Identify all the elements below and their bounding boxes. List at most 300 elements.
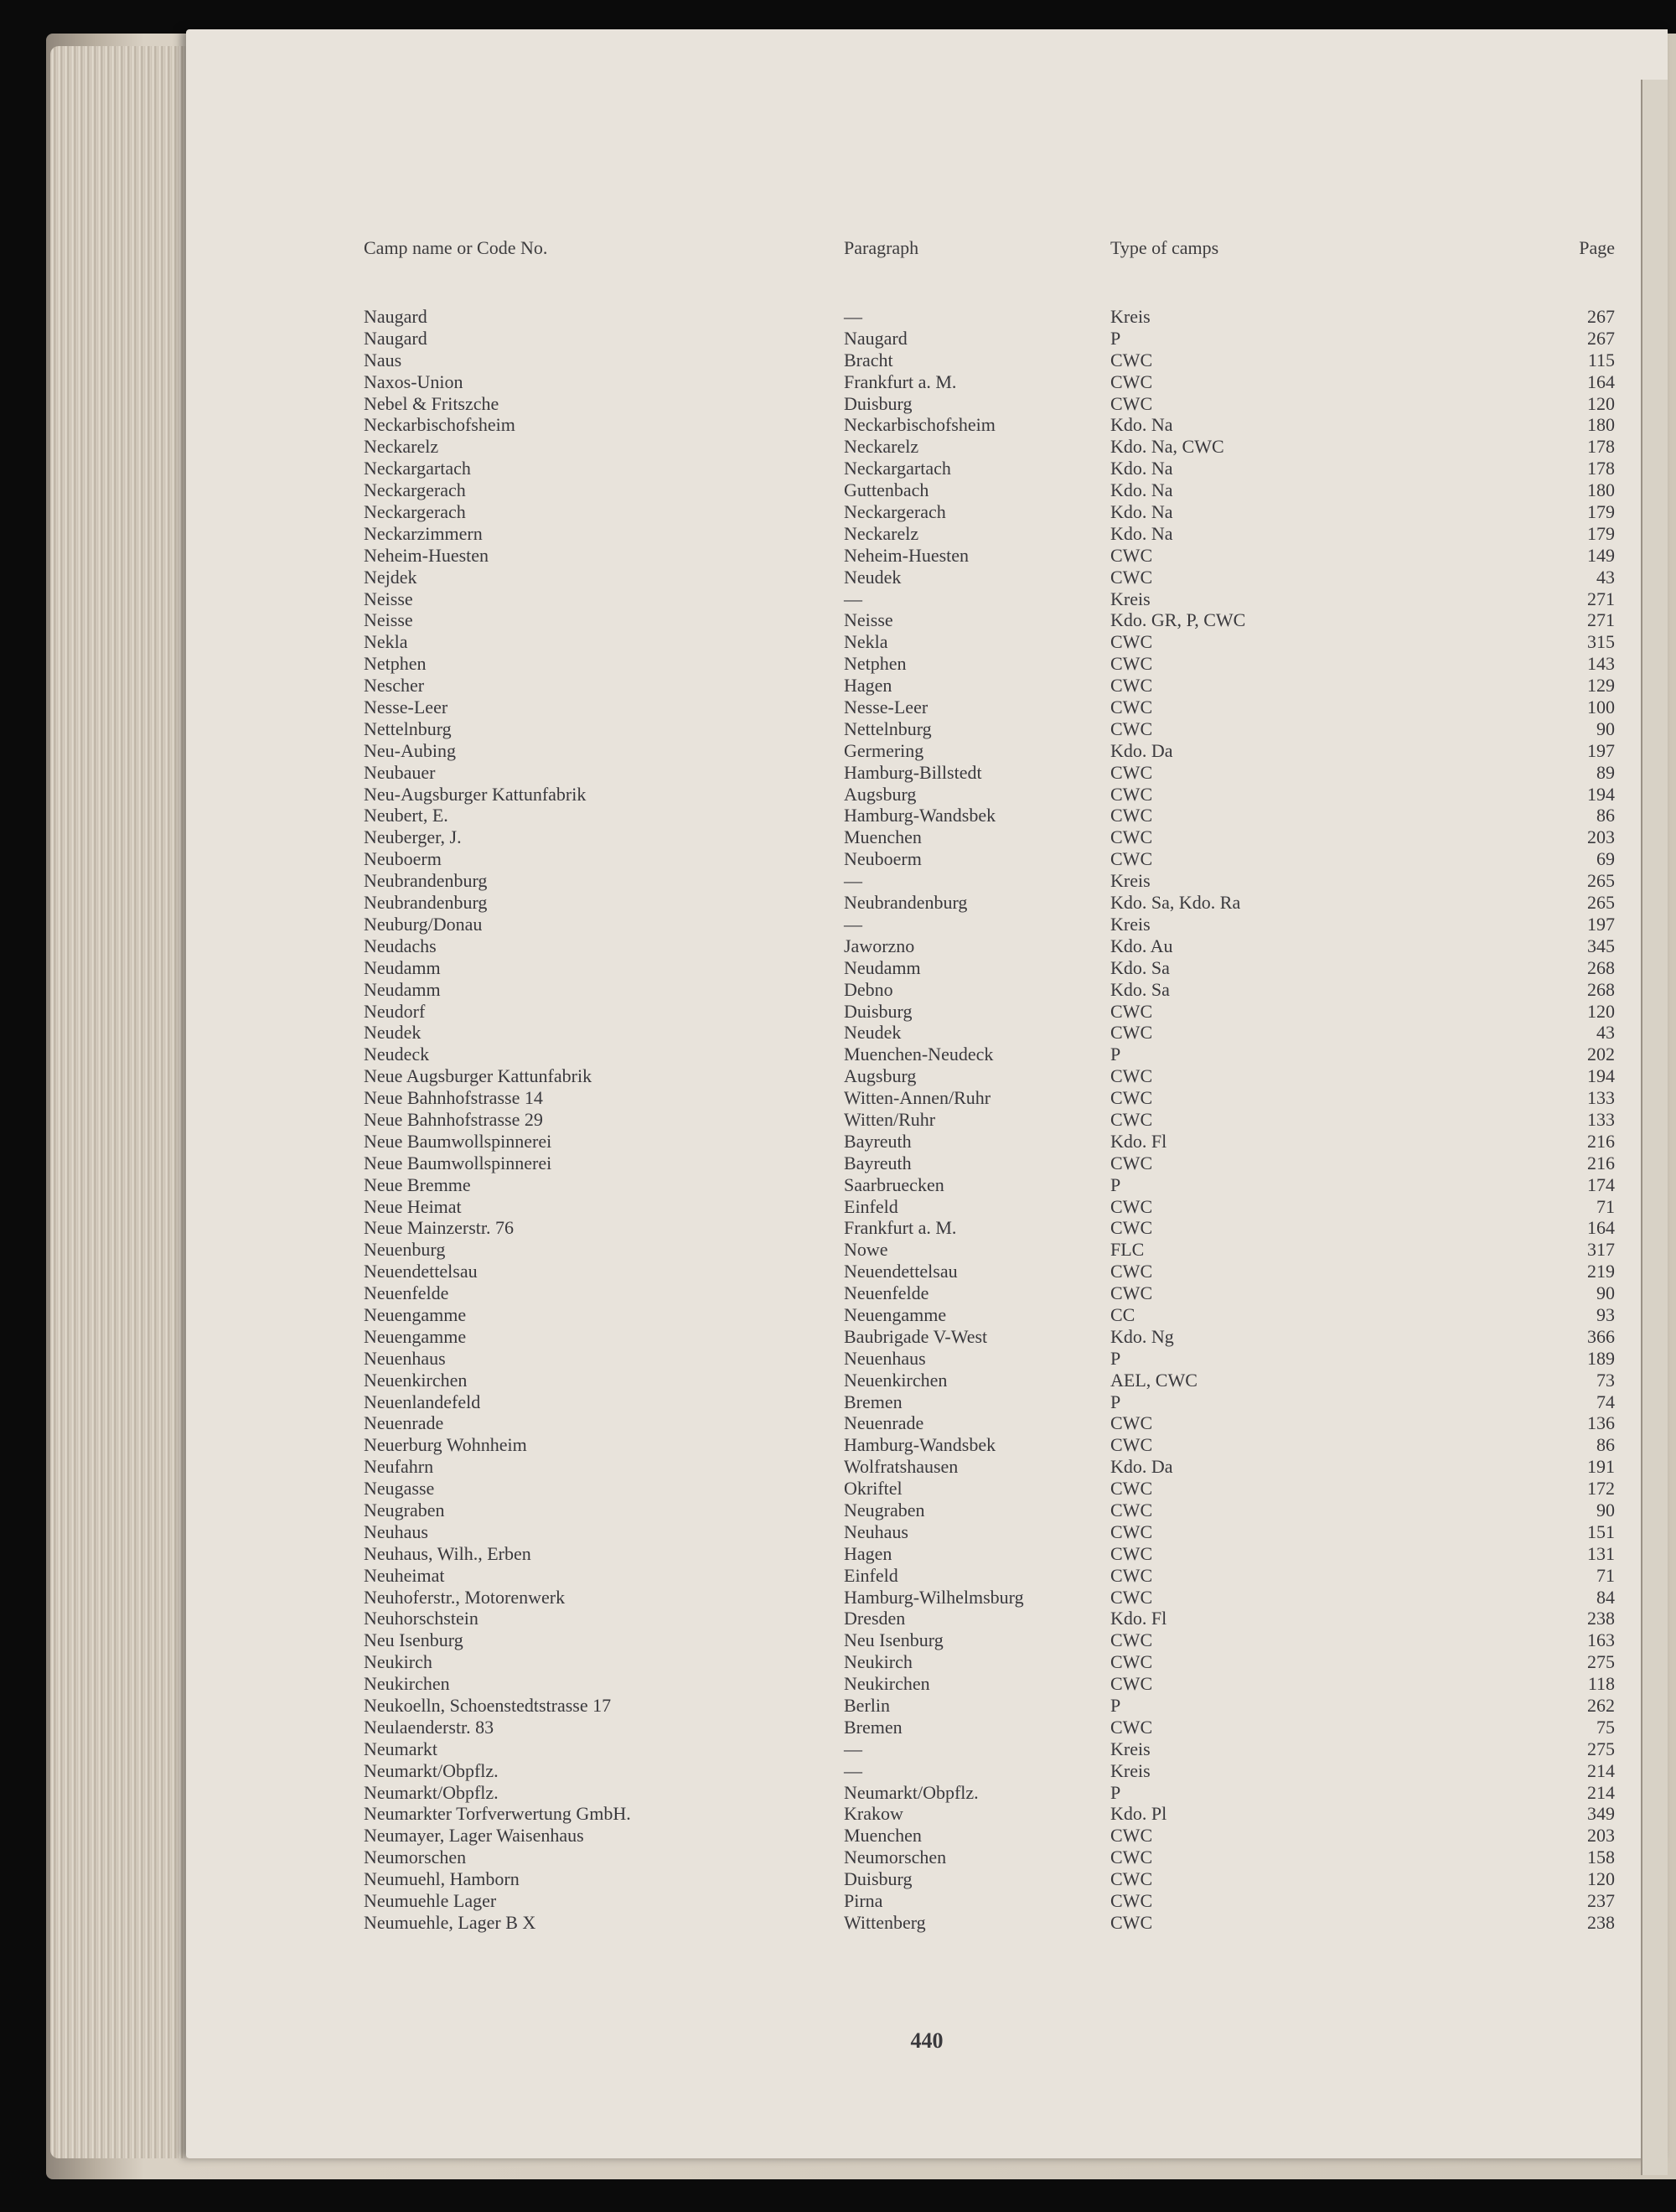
paragraph: Dresden [844,1608,906,1629]
camp-type: Kdo. Ng [1110,1325,1174,1347]
camp-type: Kreis [1110,1738,1151,1759]
page-ref: 366 [1587,1325,1615,1347]
page-ref: 143 [1587,653,1615,675]
index-row [186,1326,1668,1348]
page-ref: 265 [1587,892,1615,914]
camp-name: Naugard [364,306,427,327]
paragraph: Neckargartach [844,458,951,479]
index-row [186,1153,1668,1174]
index-row [186,784,1668,806]
page-ref: 237 [1587,1890,1615,1912]
paragraph: Neckargerach [844,501,946,523]
paragraph: Nesse-Leer [844,697,929,718]
camp-name: Neudamm [364,956,441,978]
camp-type: FLC [1110,1239,1145,1261]
page-ref: 164 [1587,1217,1615,1239]
camp-name: Neue Bremme [364,1173,471,1195]
index-row [186,1282,1668,1304]
paragraph: — [844,870,862,892]
index-row [186,631,1668,653]
page-ref: 43 [1596,566,1615,588]
paragraph: Hamburg-Wilhelmsburg [844,1586,1024,1608]
index-row [186,1065,1668,1087]
camp-type: CWC [1110,1412,1153,1434]
index-row [186,1196,1668,1218]
camp-name: Neumorschen [364,1847,467,1868]
paragraph: Neumarkt/Obpflz. [844,1781,979,1803]
camp-type: CWC [1110,1586,1153,1608]
index-row [186,1565,1668,1587]
page-ref: 71 [1596,1564,1615,1586]
camp-type: Kdo. Sa, Kdo. Ra [1110,892,1241,914]
page-ref: 164 [1587,370,1615,392]
page-ref: 197 [1587,739,1615,761]
page-ref: 265 [1587,870,1615,892]
page-ref: 216 [1587,1130,1615,1152]
camp-name: Neudachs [364,935,437,956]
camp-type: CWC [1110,848,1153,870]
paragraph: — [844,913,862,935]
paragraph: Jaworzno [844,935,915,956]
camp-name: Neubrandenburg [364,870,488,892]
camp-name: Nejdek [364,566,417,588]
page-ref: 136 [1587,1412,1615,1434]
paragraph: — [844,306,862,327]
page-ref: 203 [1587,826,1615,848]
camp-type: Kdo. Na [1110,501,1173,523]
camp-name: Neuendettelsau [364,1261,478,1282]
page-ref: 317 [1587,1239,1615,1261]
index-row [186,523,1668,545]
index-row [186,609,1668,631]
camp-type: Kreis [1110,870,1151,892]
page-ref: 216 [1587,1152,1615,1173]
index-row [186,1174,1668,1196]
page-ref: 179 [1587,522,1615,544]
camp-type: P [1110,1173,1121,1195]
index-row [186,718,1668,740]
camp-type: CWC [1110,370,1153,392]
header-camp-name: Camp name or Code No. [364,237,548,258]
paragraph: Saarbruecken [844,1173,944,1195]
camp-name: Neckargerach [364,479,466,501]
paragraph: Naugard [844,327,908,349]
paragraph: Hagen [844,1542,892,1564]
page-ref: 262 [1587,1695,1615,1716]
paragraph: Pirna [844,1890,883,1912]
camp-name: Neumarkter Torfverwertung GmbH. [364,1803,631,1825]
camp-type: CWC [1110,1000,1153,1022]
index-row [186,1217,1668,1239]
camp-name: Neufahrn [364,1456,434,1478]
page-ref: 74 [1596,1391,1615,1412]
page-ref: 267 [1587,327,1615,349]
page-ref: 43 [1596,1022,1615,1044]
index-row [186,1239,1668,1261]
camp-type: CWC [1110,1542,1153,1564]
camp-name: Neuberger, J. [364,826,462,848]
camp-name: Neue Heimat [364,1195,462,1217]
paragraph: Nowe [844,1239,888,1261]
index-row [186,1587,1668,1608]
paragraph: Neukirchen [844,1673,930,1695]
index-row [186,588,1668,610]
index-row [186,805,1668,826]
camp-name: Neumayer, Lager Waisenhaus [364,1825,584,1847]
page-ref: 178 [1587,436,1615,458]
paragraph: Neuhaus [844,1520,908,1542]
index-row [186,826,1668,848]
camp-name: Neue Baumwollspinnerei [364,1130,552,1152]
paragraph: Neuenkirchen [844,1369,948,1391]
index-row [186,1543,1668,1565]
camp-name: Nettelnburg [364,717,452,739]
camp-type: P [1110,327,1121,349]
paragraph: Neuengamme [844,1303,947,1325]
camp-name: Neumuehle Lager [364,1890,497,1912]
index-row [186,1868,1668,1890]
camp-name: Neudeck [364,1044,430,1065]
paragraph: Hamburg-Billstedt [844,761,982,783]
paragraph: Neheim-Huesten [844,544,970,566]
camp-name: Neukirchen [364,1673,450,1695]
page-ref: 238 [1587,1608,1615,1629]
camp-type: CWC [1110,1520,1153,1542]
index-row [186,1304,1668,1326]
page-ref: 133 [1587,1087,1615,1109]
camp-type: Kdo. Na [1110,414,1173,436]
camp-type: CWC [1110,1195,1153,1217]
page-ref: 219 [1587,1261,1615,1282]
camp-type: Kdo. GR, P, CWC [1110,609,1246,631]
index-row [186,979,1668,1001]
camp-name: Neukirch [364,1651,432,1673]
paragraph: Frankfurt a. M. [844,370,957,392]
paragraph: Augsburg [844,1065,917,1087]
page-ref: 179 [1587,501,1615,523]
camp-type: CWC [1110,1434,1153,1456]
paragraph: Neuenhaus [844,1347,926,1369]
camp-name: Neisse [364,609,413,631]
page-ref: 120 [1587,392,1615,414]
camp-name: Neue Baumwollspinnerei [364,1152,552,1173]
paragraph: Hamburg-Wandsbek [844,1434,996,1456]
paragraph: Netphen [844,653,907,675]
paragraph: Bremen [844,1716,903,1738]
paragraph: Neuenrade [844,1412,924,1434]
camp-name: Nebel & Fritszche [364,392,499,414]
paragraph: Einfeld [844,1195,898,1217]
camp-type: CWC [1110,631,1153,653]
paragraph: Berlin [844,1695,890,1716]
index-row [186,1673,1668,1695]
paragraph: Muenchen [844,1825,922,1847]
camp-type: CWC [1110,1890,1153,1912]
column-headers [186,237,1668,262]
camp-name: Neulaenderstr. 83 [364,1716,494,1738]
camp-name: Neumarkt [364,1738,437,1759]
camp-type: CWC [1110,697,1153,718]
paragraph: Krakow [844,1803,903,1825]
index-row [186,1478,1668,1500]
paragraph: Augsburg [844,783,917,805]
camp-name: Neuenrade [364,1412,444,1434]
index-row [186,1456,1668,1478]
camp-name: Neuhorschstein [364,1608,478,1629]
page-ref: 189 [1587,1347,1615,1369]
camp-type: CWC [1110,761,1153,783]
paragraph: Neukirch [844,1651,913,1673]
camp-type: CWC [1110,1716,1153,1738]
index-row [186,914,1668,935]
paragraph: Bayreuth [844,1152,912,1173]
page-ref: 180 [1587,414,1615,436]
camp-type: CWC [1110,566,1153,588]
index-row [186,1261,1668,1282]
index-row [186,545,1668,567]
paragraph: — [844,1759,862,1781]
camp-name: Neuhaus, Wilh., Erben [364,1542,531,1564]
camp-name: Neubauer [364,761,436,783]
page-ref: 75 [1596,1716,1615,1738]
page-ref: 90 [1596,717,1615,739]
index-row [186,1001,1668,1023]
camp-type: Kreis [1110,588,1151,609]
page-ref: 203 [1587,1825,1615,1847]
index-row [186,393,1668,415]
camp-name: Neuhaus [364,1520,428,1542]
paragraph: Muenchen [844,826,922,848]
camp-name: Neudamm [364,978,441,1000]
camp-type: CWC [1110,783,1153,805]
index-row [186,1044,1668,1065]
camp-name: Neugasse [364,1478,435,1500]
page-ref: 89 [1596,761,1615,783]
camp-type: Kdo. Na [1110,522,1173,544]
page-ref: 73 [1596,1369,1615,1391]
camp-name: Neumarkt/Obpflz. [364,1781,499,1803]
camp-type: Kdo. Na [1110,458,1173,479]
camp-type: P [1110,1391,1121,1412]
index-row [186,1738,1668,1760]
camp-type: CWC [1110,1629,1153,1651]
index-row [186,1412,1668,1434]
camp-type: Kdo. Fl [1110,1608,1167,1629]
camp-type: CWC [1110,826,1153,848]
camp-type: CWC [1110,1261,1153,1282]
camp-type: CWC [1110,1673,1153,1695]
camp-name: Nescher [364,675,425,697]
index-row [186,1500,1668,1521]
index-row [186,1131,1668,1153]
paragraph: Witten/Ruhr [844,1108,936,1130]
index-row [186,371,1668,393]
page-edges [50,46,193,2158]
page-ref: 120 [1587,1868,1615,1890]
index-row [186,848,1668,870]
camp-type: Kdo. Sa [1110,978,1170,1000]
index-row [186,328,1668,350]
camp-type: CWC [1110,1282,1153,1304]
index-row [186,675,1668,697]
camp-name: Neudorf [364,1000,426,1022]
paragraph: Nekla [844,631,888,653]
page-ref: 238 [1587,1911,1615,1933]
index-row [186,1695,1668,1717]
header-page: Page [1579,237,1615,258]
paragraph: Wolfratshausen [844,1456,959,1478]
page-ref: 194 [1587,783,1615,805]
camp-type: CWC [1110,1087,1153,1109]
page-number: 440 [910,2028,944,2053]
paragraph: Duisburg [844,392,913,414]
camp-type: CWC [1110,1152,1153,1173]
page-ref: 115 [1587,349,1615,370]
page-ref: 349 [1587,1803,1615,1825]
page-ref: 118 [1587,1673,1615,1695]
page-ref: 345 [1587,935,1615,956]
page-ref: 271 [1587,588,1615,609]
paragraph: Bayreuth [844,1130,912,1152]
camp-name: Neue Augsburger Kattunfabrik [364,1065,592,1087]
paragraph: — [844,1738,862,1759]
camp-type: CWC [1110,544,1153,566]
paragraph: Debno [844,978,893,1000]
paragraph: Frankfurt a. M. [844,1217,957,1239]
camp-name: Neckargerach [364,501,466,523]
page-ref: 149 [1587,544,1615,566]
paragraph: Neudek [844,566,902,588]
camp-name: Neckarbischofsheim [364,414,515,436]
index-row [186,567,1668,588]
page-ref: 178 [1587,458,1615,479]
camp-type: CWC [1110,1651,1153,1673]
page-ref: 158 [1587,1847,1615,1868]
camp-type: Kdo. Au [1110,935,1173,956]
index-row [186,350,1668,371]
paragraph: Guttenbach [844,479,929,501]
camp-name: Neheim-Huesten [364,544,489,566]
index-row [186,1825,1668,1847]
camp-name: Neckarelz [364,436,439,458]
paragraph: Neuenfelde [844,1282,929,1304]
camp-type: CWC [1110,805,1153,826]
index-row [186,1760,1668,1782]
camp-type: Kdo. Da [1110,739,1173,761]
paragraph: Neckarelz [844,522,919,544]
paragraph: Neubrandenburg [844,892,968,914]
paragraph: Germering [844,739,924,761]
page-ref: 315 [1587,631,1615,653]
page-ref: 172 [1587,1478,1615,1500]
camp-name: Neckarzimmern [364,522,483,544]
page-ref: 202 [1587,1044,1615,1065]
page-ref: 71 [1596,1195,1615,1217]
camp-name: Naus [364,349,402,370]
index-row [186,1890,1668,1912]
camp-name: Neckargartach [364,458,471,479]
camp-type: CWC [1110,392,1153,414]
camp-type: Kreis [1110,1759,1151,1781]
page-ref: 275 [1587,1651,1615,1673]
index-row [186,1717,1668,1738]
camp-name: Neuenlandefeld [364,1391,481,1412]
page-ref: 191 [1587,1456,1615,1478]
page-ref: 214 [1587,1759,1615,1781]
paragraph: Neudek [844,1022,902,1044]
index-row [186,414,1668,436]
index-row [186,436,1668,458]
index-row [186,1608,1668,1629]
camp-name: Neudek [364,1022,422,1044]
index-row [186,306,1668,328]
index-row [186,1629,1668,1651]
camp-type: CWC [1110,653,1153,675]
camp-type: Kdo. Sa [1110,956,1170,978]
camp-name: Neue Mainzerstr. 76 [364,1217,514,1239]
page-ref: 129 [1587,675,1615,697]
paragraph: Neudamm [844,956,921,978]
paragraph: Neisse [844,609,893,631]
camp-type: Kdo. Na [1110,479,1173,501]
index-row [186,1912,1668,1934]
camp-name: Neuenburg [364,1239,446,1261]
index-row [186,935,1668,957]
camp-type: CWC [1110,717,1153,739]
camp-name: Neumarkt/Obpflz. [364,1759,499,1781]
index-row [186,1847,1668,1868]
index-row [186,1109,1668,1131]
paragraph: Hagen [844,675,892,697]
camp-name: Neuenkirchen [364,1369,468,1391]
page-ref: 197 [1587,913,1615,935]
header-type: Type of camps [1110,237,1219,258]
page-ref: 69 [1596,848,1615,870]
page-ref: 194 [1587,1065,1615,1087]
camp-name: Neuerburg Wohnheim [364,1434,527,1456]
paragraph: — [844,588,862,609]
camp-name: Neumuehle, Lager B X [364,1911,536,1933]
index-row [186,1370,1668,1391]
camp-type: Kdo. Da [1110,1456,1173,1478]
camp-name: Neuenfelde [364,1282,449,1304]
page-ref: 268 [1587,978,1615,1000]
camp-type: CWC [1110,1911,1153,1933]
page-ref: 84 [1596,1586,1615,1608]
camp-name: Neumuehl, Hamborn [364,1868,520,1890]
camp-type: CWC [1110,1022,1153,1044]
paragraph: Neckarelz [844,436,919,458]
index-row [186,870,1668,892]
camp-type: AEL, CWC [1110,1369,1198,1391]
camp-type: CC [1110,1303,1135,1325]
index-row [186,1782,1668,1804]
index-row [186,1651,1668,1673]
camp-name: Neuengamme [364,1303,467,1325]
camp-name: Neu-Aubing [364,739,456,761]
camp-name: Neu Isenburg [364,1629,463,1651]
page-ref: 131 [1587,1542,1615,1564]
camp-type: CWC [1110,1108,1153,1130]
camp-type: CWC [1110,1499,1153,1520]
paragraph: Einfeld [844,1564,898,1586]
page-ref: 133 [1587,1108,1615,1130]
page-ref: 86 [1596,805,1615,826]
index-row [186,1348,1668,1370]
camp-type: Kdo. Na, CWC [1110,436,1224,458]
paragraph: Baubrigade V-West [844,1325,988,1347]
index-row [186,1391,1668,1413]
